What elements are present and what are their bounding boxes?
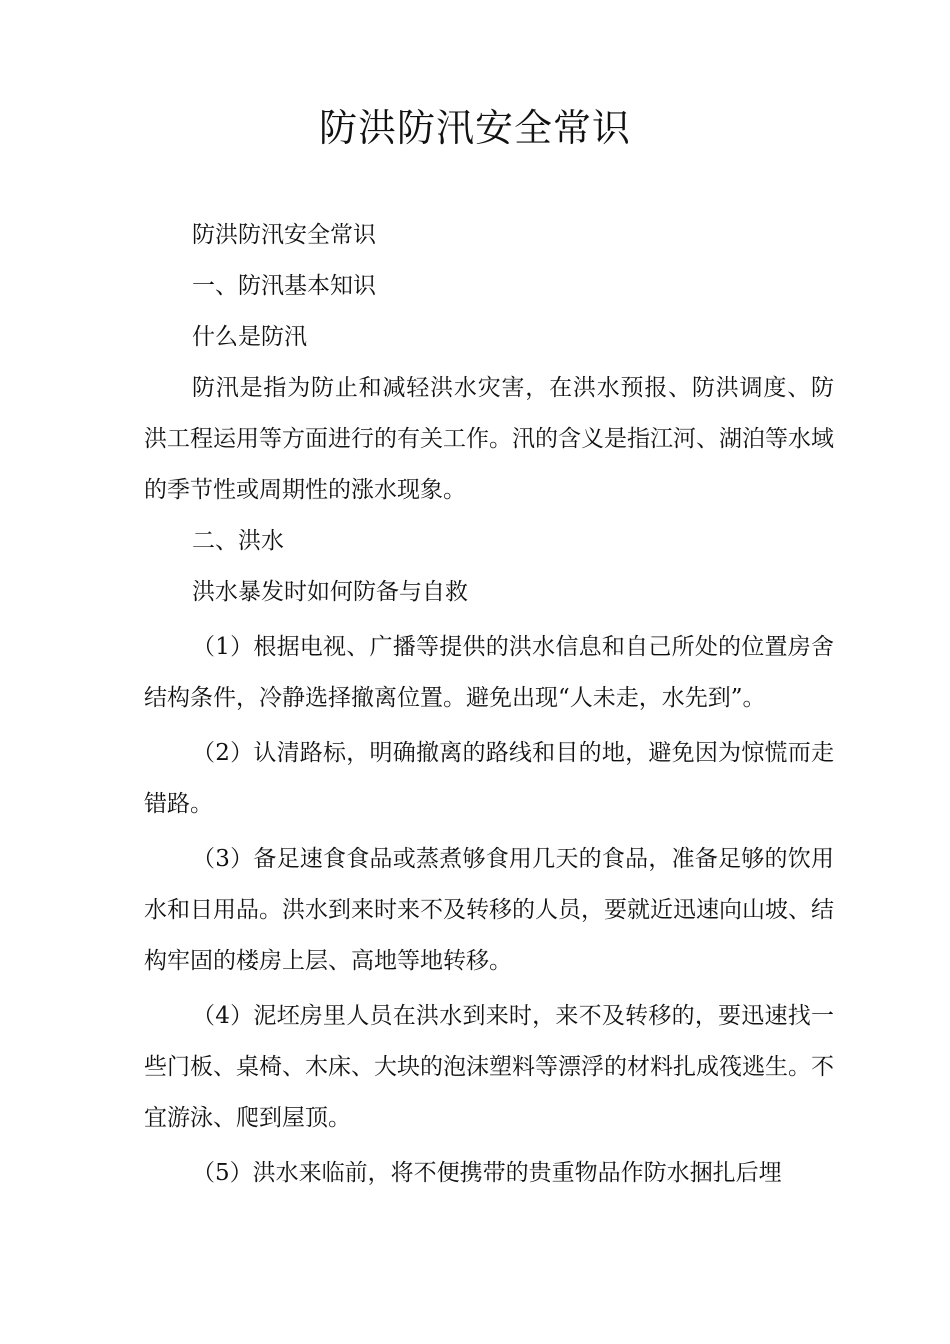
section-heading-flood: 二、洪水 (192, 528, 284, 554)
list-item-5: （5）洪水来临前，将不便携带的贵重物品作防水捆扎后埋 (192, 1160, 782, 1186)
subheading-flood-self-rescue: 洪水暴发时如何防备与自救 (192, 579, 468, 605)
list-item-1: （1）根据电视、广播等提供的洪水信息和自己所处的位置房舍结构条件，冷静选择撤离位置。避免出现“人未走，水先到”。 (144, 634, 834, 711)
list-item-4: （4）泥坯房里人员在洪水到来时，来不及转移的，要迅速找一些门板、桌椅、木床、大块的泡沫塑料等漂浮的材料扎成筏逃生。不宜游泳、爬到屋顶。 (144, 1003, 834, 1131)
list-item-3: （3）备足速食食品或蒸煮够食用几天的食品，准备足够的饮用水和日用品。洪水到来时来不及转移的人员，要就近迅速向山坡、结构牢固的楼房上层、高地等地转移。 (144, 846, 834, 974)
paragraph-subtitle: 防洪防汛安全常识 (192, 222, 376, 248)
paragraph-flood-control-definition: 防汛是指为防止和减轻洪水灾害，在洪水预报、防洪调度、防洪工程运用等方面进行的有关工作。汛的含义是指江河、湖泊等水域的季节性或周期性的涨水现象。 (144, 375, 834, 503)
list-item-2: （2）认清路标，明确撤离的路线和目的地，避免因为惊慌而走错路。 (144, 740, 834, 817)
section-heading-flood-control-basics: 一、防汛基本知识 (192, 273, 376, 299)
subheading-what-is-flood-control: 什么是防汛 (192, 324, 307, 350)
document-body (144, 210, 834, 1199)
document-title: 防洪防汛安全常识 (318, 106, 631, 150)
